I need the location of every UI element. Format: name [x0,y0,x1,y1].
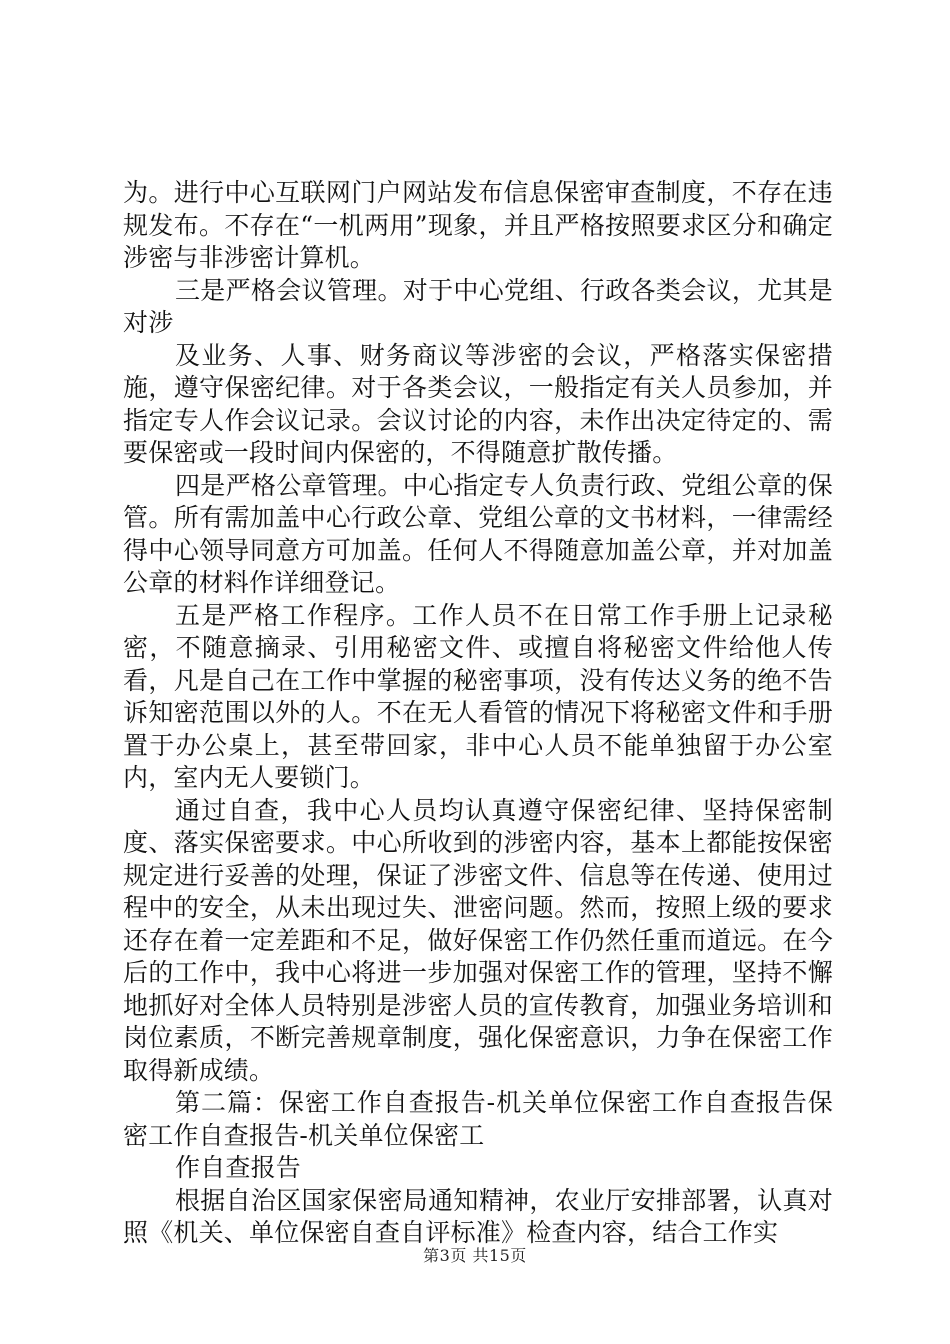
paragraph-2: 三是严格会议管理。对于中心党组、行政各类会议，尤其是对涉 [123,275,833,337]
paragraph-6: 通过自查，我中心人员均认真遵守保密纪律、坚持保密制度、落实保密要求。中心所收到的涉密内容，基本上都能按保密规定进行妥善的处理，保证了涉密文件、信息等在传递、使用过程中的安全，从未出现过失、泄密问题。然而，按照上级的要求还存在着一定差距和不足，做好保密工作仍然任重而道远。在今后的工作中，我中心将进一步加强对保密工作的管理，坚持不懈地抓好对全体人员特别是涉密人员的宣传教育，加强业务培训和岗位素质，不断完善规章制度，强化保密意识，力争在保密工作取得新成绩。 [123,795,833,1085]
paragraph-9: 根据自治区国家保密局通知精神，农业厅安排部署，认真对照《机关、单位保密自查自评标准》检查内容，结合工作实 [123,1185,833,1247]
paragraph-8: 作自查报告 [175,1153,302,1182]
paragraph-5: 五是严格工作程序。工作人员不在日常工作手册上记录秘密，不随意摘录、引用秘密文件、或擅自将秘密文件给他人传看，凡是自己在工作中掌握的秘密事项，没有传达义务的绝不告诉知密范围以外的人。不在无人看管的情况下将秘密文件和手册置于办公桌上，甚至带回家，非中心人员不能单独留于办公室内，室内无人要锁门。 [123,600,833,792]
page-footer [0,1243,950,1266]
paragraph-1: 为。进行中心互联网门户网站发布信息保密审查制度，不存在违规发布。不存在“一机两用”现象，并且严格按照要求区分和确定涉密与非涉密计算机。 [123,178,833,272]
document-body [123,177,833,1250]
page-number-label: 第3页 共15页 [423,1246,527,1265]
paragraph-4: 四是严格公章管理。中心指定专人负责行政、党组公章的保管。所有需加盖中心行政公章、党组公章的文书材料，一律需经得中心领导同意方可加盖。任何人不得随意加盖公章，并对加盖公章的材料作详细登记。 [123,470,833,597]
paragraph-7-heading: 第二篇：保密工作自查报告-机关单位保密工作自查报告保密工作自查报告-机关单位保密工 [123,1088,833,1150]
paragraph-3: 及业务、人事、财务商议等涉密的会议，严格落实保密措施，遵守保密纪律。对于各类会议，一般指定有关人员参加，并指定专人作会议记录。会议讨论的内容，未作出决定待定的、需要保密或一段时间内保密的，不得随意扩散传播。 [123,340,833,467]
